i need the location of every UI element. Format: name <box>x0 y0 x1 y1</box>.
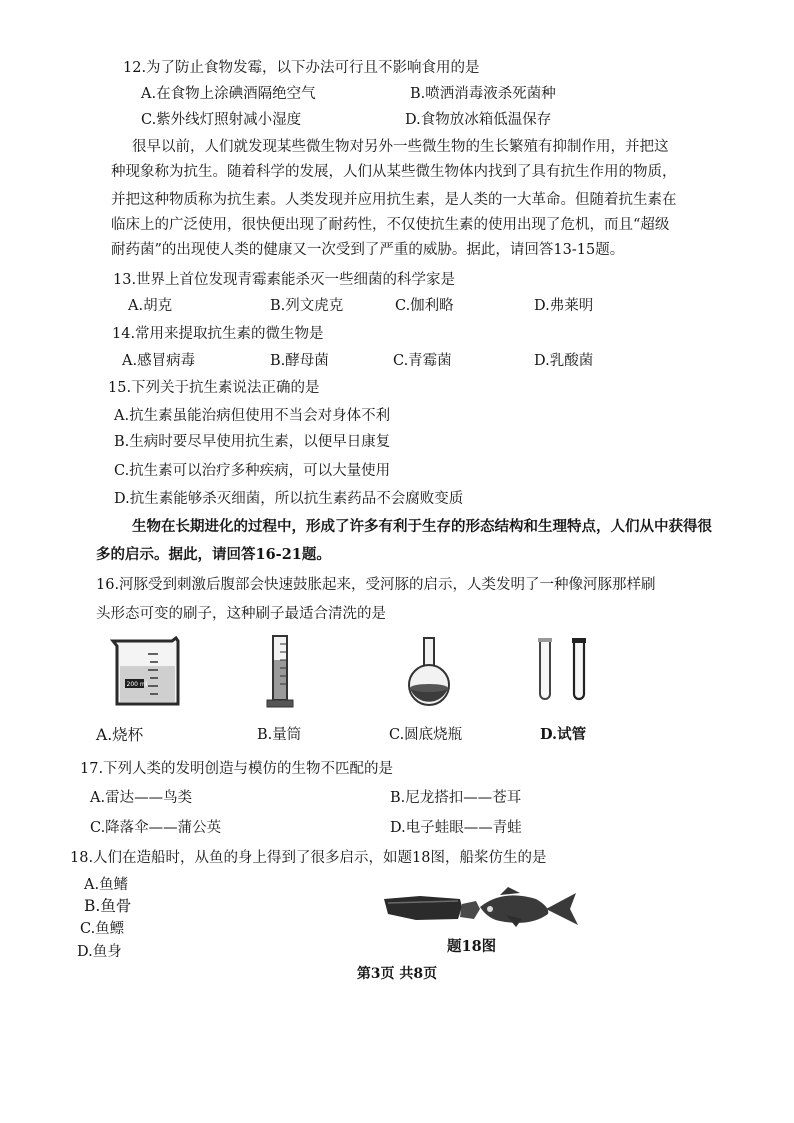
boat-and-fish-figure <box>380 887 580 929</box>
q15-option-c: C.抗生素可以治疗多种疾病，可以大量使用 <box>114 463 391 479</box>
q16-option-b: B.量筒 <box>257 727 302 743</box>
q13-option-c: C.伽利略 <box>395 298 454 314</box>
q15-stem: 15.下列关于抗生素说法正确的是 <box>108 380 320 396</box>
q17-option-c: C.降落伞——蒲公英 <box>90 820 222 836</box>
q12-stem: 12.为了防止食物发霉，以下办法可行且不影响食用的是 <box>123 60 480 76</box>
passage1-line1: 很早以前，人们就发现某些微生物对另外一些微生物的生长繁殖有抑制作用，并把这 <box>132 139 669 155</box>
beaker-figure <box>110 636 184 710</box>
test-tubes-figure <box>532 636 594 706</box>
passage1-line5: 耐药菌”的出现使人类的健康又一次受到了严重的威胁。据此，请回答13-15题。 <box>111 242 625 258</box>
q18-option-b: B.鱼骨 <box>84 897 132 915</box>
q16-stem-line1: 16.河豚受到刺激后腹部会快速鼓胀起来，受河豚的启示，人类发明了一种像河豚那样刷 <box>96 577 656 593</box>
round-bottom-flask-figure <box>404 636 454 708</box>
passage2-line1: 生物在长期进化的过程中，形成了许多有利于生存的形态结构和生理特点，人们从中获得很 <box>132 518 712 535</box>
q16-option-a: A.烧杯 <box>96 726 144 744</box>
q16-option-c: C.圆底烧瓶 <box>389 727 463 743</box>
figure-18-caption: 题18图 <box>447 938 497 955</box>
passage1-line2: 种现象称为抗生。随着科学的发展，人们从某些微生物体内找到了具有抗生作用的物质， <box>111 164 677 180</box>
q16-option-d: D.试管 <box>540 726 587 743</box>
q14-stem: 14.常用来提取抗生素的微生物是 <box>112 326 324 342</box>
q14-option-d: D.乳酸菌 <box>534 353 594 369</box>
q13-option-d: D.弗莱明 <box>534 298 594 314</box>
passage1-line3: 并把这种物质称为抗生素。人类发现并应用抗生素，是人类的一大革命。但随着抗生素在 <box>111 192 677 208</box>
q14-option-c: C.青霉菌 <box>393 353 452 369</box>
passage2-line2: 多的启示。据此，请回答16-21题。 <box>96 546 331 563</box>
q17-option-d: D.电子蛙眼——青蛙 <box>390 820 522 836</box>
q14-option-b: B.酵母菌 <box>270 353 329 369</box>
q12-option-a: A.在食物上涂碘酒隔绝空气 <box>141 86 316 102</box>
q18-option-c: C.鱼鳔 <box>80 921 125 937</box>
q17-option-b: B.尼龙搭扣——苍耳 <box>390 790 522 806</box>
q13-option-a: A.胡克 <box>128 298 173 314</box>
q13-stem: 13.世界上首位发现青霉素能杀灭一些细菌的科学家是 <box>113 272 456 288</box>
q18-option-a: A.鱼鳍 <box>84 877 129 893</box>
page-footer: 第3页 共8页 <box>356 966 438 982</box>
q12-option-c: C.紫外线灯照射减小湿度 <box>141 112 302 128</box>
q17-option-a: A.雷达——鸟类 <box>90 790 193 806</box>
q15-option-b: B.生病时要尽早使用抗生素，以便早日康复 <box>114 434 391 450</box>
q18-option-d: D.鱼身 <box>77 944 122 960</box>
q12-option-b: B.喷洒消毒液杀死菌种 <box>410 86 556 102</box>
passage1-line4: 临床上的广泛使用，很快便出现了耐药性，不仅使抗生素的使用出现了危机，而且“超级 <box>111 217 670 233</box>
q14-option-a: A.感冒病毒 <box>122 353 196 369</box>
beaker-volume-mark: 200 ml <box>126 681 148 688</box>
q18-stem: 18.人们在造船时，从鱼的身上得到了很多启示，如题18图，船桨仿生的是 <box>70 850 547 866</box>
q15-option-a: A.抗生素虽能治病但使用不当会对身体不利 <box>114 408 391 424</box>
graduated-cylinder-figure <box>264 634 296 710</box>
q17-stem: 17.下列人类的发明创造与模仿的生物不匹配的是 <box>80 761 394 777</box>
q15-option-d: D.抗生素能够杀灭细菌，所以抗生素药品不会腐败变质 <box>114 491 464 507</box>
q12-option-d: D.食物放冰箱低温保存 <box>405 112 552 128</box>
q13-option-b: B.列文虎克 <box>270 298 344 314</box>
q16-stem-line2: 头形态可变的刷子，这种刷子最适合清洗的是 <box>96 606 386 622</box>
